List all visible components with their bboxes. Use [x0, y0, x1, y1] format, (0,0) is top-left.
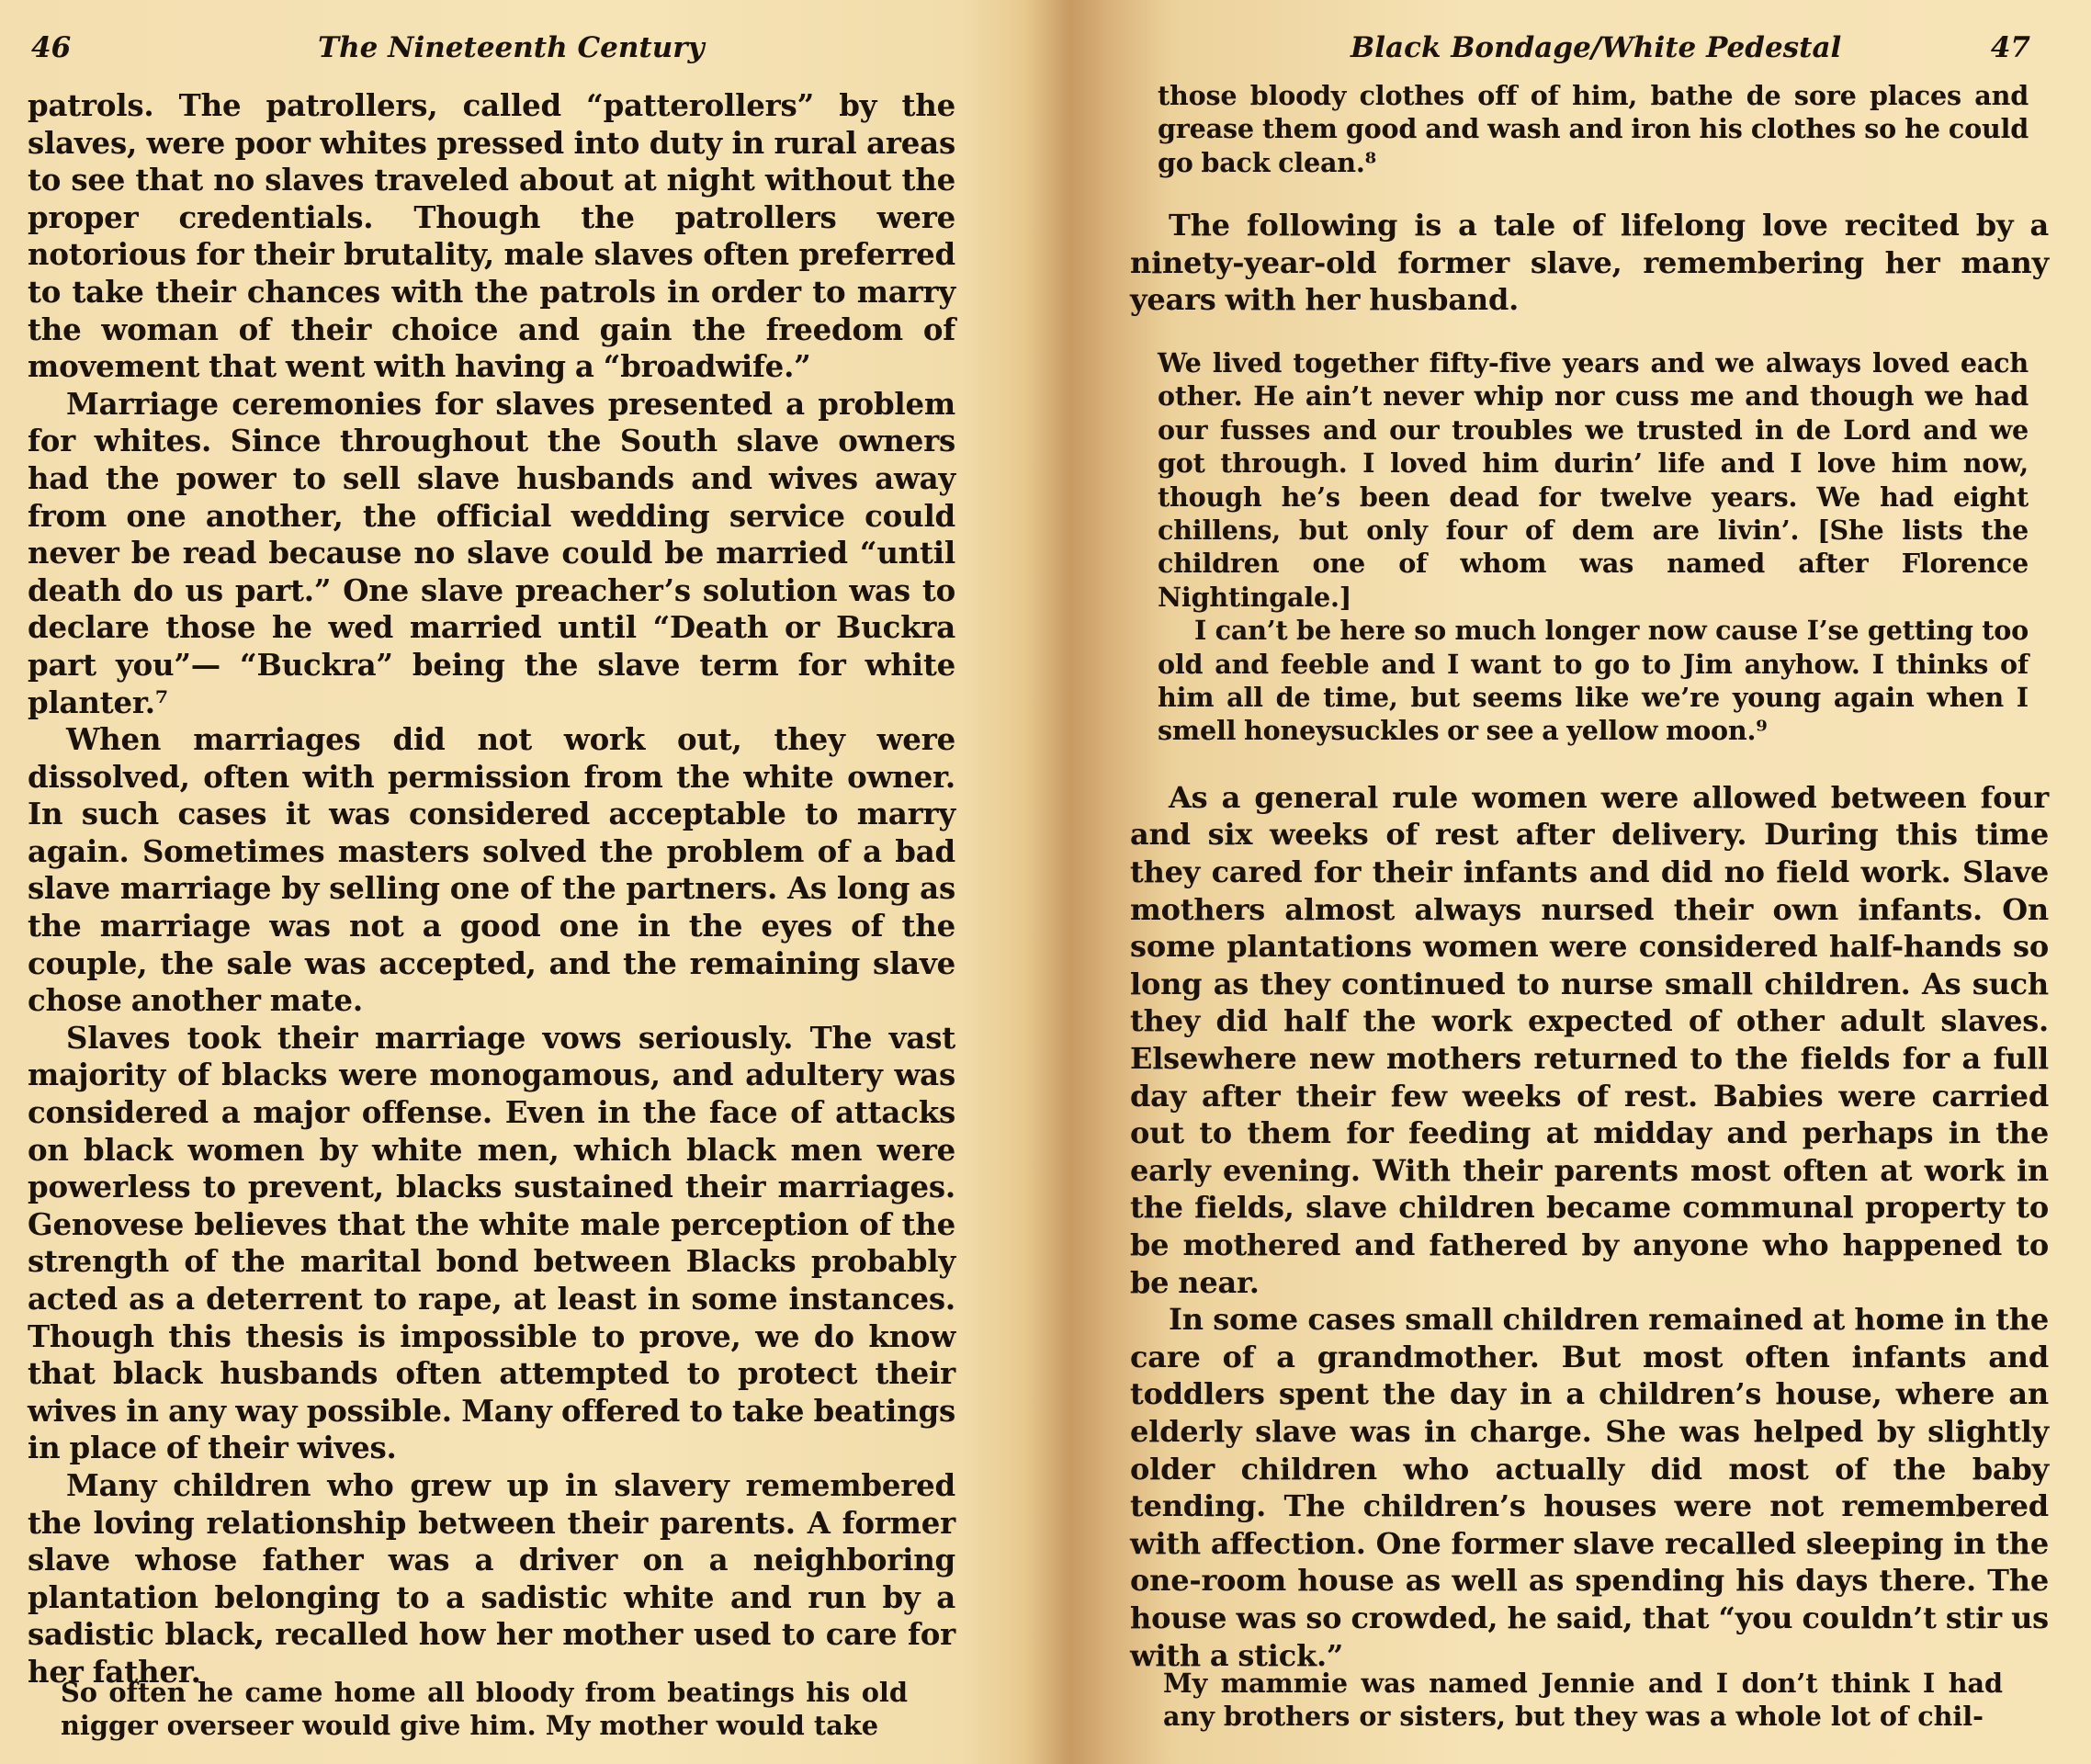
left-running-head — [28, 31, 955, 75]
right-love-quote-1: We lived together fifty-five years and we always loved each other. He ain’t never whip nor cuss me and though we had our fusses and our troubles we trusted in de Lord and we got through. I loved him durin’ life and I love him now, though he’s been dead for twelve years. We had eight chillens, but only four of dem are livin’. [She lists the children one of whom was named after Florence Nightingale.] — [1158, 347, 2029, 613]
left-paragraph-3: When marriages did not work out, they were dissolved, often with permission from the white owner. In such cases it was considered acceptable to marry again. Sometimes masters solved the problem of a bad slave marriage by selling one of the partners. As long as the marriage was not a good one in the eyes of the couple, the sale was accepted, and the remaining slave chose another mate. — [28, 722, 955, 1019]
left-paragraph-4: Slaves took their marriage vows seriously. The vast majority of blacks were monogamous, and adultery was considered a major offense. Even in the face of attacks on black women by white men, which black men were powerless to prevent, blacks sustained their marriages. Genovese believes that the white male perception of the strength of the marital bond between Blacks probably acted as a deterrent to rape, at least in some instances. Though this thesis is impossible to prove, we do know that black husbands often attempted to protect their wives in any way possible. Many offered to take beatings in place of their wives. — [28, 1020, 955, 1466]
left-paragraph-5: Many children who grew up in slavery remembered the loving relationship between their parents. A former slave whose father was a driver on a neighboring plantation belonging to a sadistic white and run by a sadistic black, recalled how her mother used to care for her father. — [28, 1467, 955, 1690]
right-intro-paragraph: The following is a tale of lifelong love recited by a ninety-year-old former slave, remembering her many years with her husband. — [1130, 208, 2049, 318]
right-running-title: Black Bondage/White Pedestal — [1351, 31, 1842, 64]
right-page-number: 47 — [1990, 31, 2030, 64]
left-running-title: The Nineteenth Century — [318, 31, 705, 64]
right-closing-quote — [1130, 1667, 2049, 1734]
right-opening-quote — [1130, 79, 2049, 179]
left-paragraph-2: Marriage ceremonies for slaves presented a problem for whites. Since throughout the South slave owners had the power to sell slave husbands and wives away from one another, the official wedding service could never be read because no slave could be married “until death do us part.” One slave preacher’s solution was to declare those he wed married until “Death or Buckra part you”— “Buckra” being the slave term for white planter.⁷ — [28, 386, 955, 720]
right-love-quote — [1130, 346, 2049, 748]
right-closing-quote-text: My mammie was named Jennie and I don’t think I had any brothers or sisters, but they was a whole lot of chil- — [1163, 1668, 2003, 1733]
right-love-quote-2: I can’t be here so much longer now cause I’se getting too old and feeble and I want to go to Jim anyhow. I thinks of him all de time, but seems like we’re young again when I smell honeysuckles or see a yellow moon.⁹ — [1158, 615, 2029, 747]
right-opening-quote-text: those bloody clothes off of him, bathe de sore places and grease them good and wash and iron his clothes so he could go back clean.⁸ — [1158, 80, 2029, 178]
left-block-quote — [28, 1676, 955, 1743]
right-paragraph-2: In some cases small children remained at home in the care of a grandmother. But most often infants and toddlers spent the day in a children’s house, where an elderly slave was in charge. She was helped by slightly older children who actually did most of the baby tending. The children’s houses were not remembered with affection. One former slave recalled sleeping in the one-room house as well as spending his days there. The house was so crowded, he said, that “you couldn’t stir us with a stick.” — [1130, 1302, 2049, 1673]
left-page-number: 46 — [31, 31, 72, 64]
right-running-head — [1130, 31, 2049, 75]
left-quote-text: So often he came home all bloody from beatings his old nigger overseer would give him. My mother would take — [61, 1677, 908, 1742]
right-paragraph-1: As a general rule women were allowed between four and six weeks of rest after delivery. During this time they cared for their infants and did no field work. Slave mothers almost always nursed their own infants. On some plantations women were considered half-hands so long as they continued to nurse small children. As such they did half the work expected of other adult slaves. Elsewhere new mothers returned to the fields for a full day after their few weeks of rest. Babies were carried out to them for feeding at midday and perhaps in the early evening. With their parents most often at work in the fields, slave children became communal property to be mothered and fathered by anyone who happened to be near. — [1130, 779, 2049, 1300]
left-page — [28, 0, 955, 1764]
right-page — [1130, 0, 2049, 1764]
left-body-text — [28, 87, 955, 1691]
right-body-text — [1130, 79, 2049, 1674]
left-paragraph-1: patrols. The patrollers, called “patterollers” by the slaves, were poor whites pressed into duty in rural areas to see that no slaves traveled about at night without the proper credentials. Though the patrollers were notorious for their brutality, male slaves often preferred to take their chances with the patrols in order to marry the woman of their choice and gain the freedom of movement that went with having a “broadwife.” — [28, 88, 955, 385]
